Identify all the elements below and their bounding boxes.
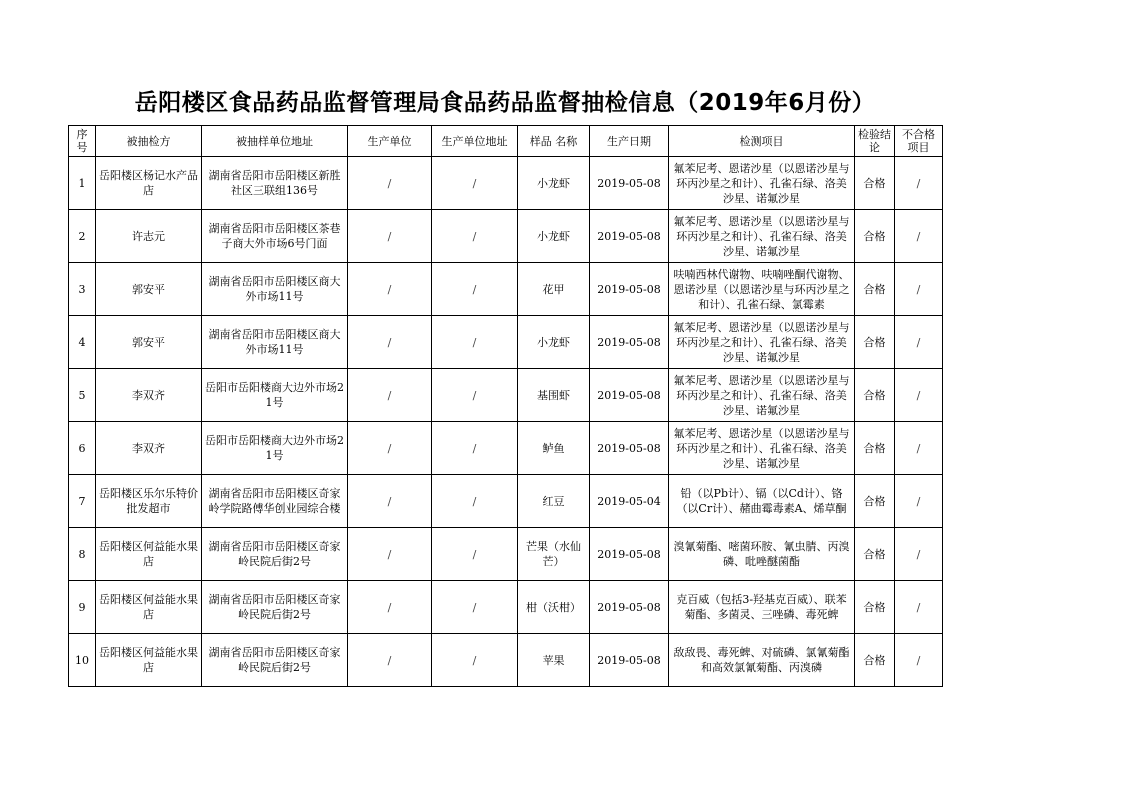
cell-items	[669, 263, 855, 316]
cell-inspected: 岳阳楼区何益能水果店	[96, 634, 202, 687]
cell-sample: 小龙虾	[518, 157, 590, 210]
table-row	[69, 157, 943, 210]
cell-date: 2019-05-08	[590, 263, 669, 316]
cell-unqualified: /	[895, 210, 943, 263]
cell-items	[669, 422, 855, 475]
cell-seq: 10	[69, 634, 96, 687]
cell-sample: 红豆	[518, 475, 590, 528]
cell-producer: /	[348, 581, 432, 634]
cell-sample: 花甲	[518, 263, 590, 316]
table-row	[69, 528, 943, 581]
header-seq: 序号	[69, 126, 96, 157]
test-items-text: 克百威（包括3-羟基克百威）、联苯菊酯、多菌灵、三唑磷、毒死蜱	[676, 593, 847, 621]
cell-unqualified: /	[895, 581, 943, 634]
test-items-text: 氟苯尼考、恩诺沙星（以恩诺沙星与环丙沙星之和计）、孔雀石绿、洛美沙星、诺氟沙星	[673, 214, 850, 258]
cell-result: 合格	[855, 157, 895, 210]
cell-producer-address: /	[432, 581, 518, 634]
cell-producer: /	[348, 263, 432, 316]
cell-inspected: 李双齐	[96, 369, 202, 422]
header-sample: 样品 名称	[518, 126, 590, 157]
header-date: 生产日期	[590, 126, 669, 157]
page-title: 岳阳楼区食品药品监督管理局食品药品监督抽检信息（2019年6月份）	[134, 90, 876, 116]
cell-items	[669, 634, 855, 687]
cell-address: 湖南省岳阳市岳阳楼区茶巷子商大外市场6号门面	[202, 210, 348, 263]
cell-producer-address: /	[432, 634, 518, 687]
table-row	[69, 634, 943, 687]
cell-producer: /	[348, 528, 432, 581]
cell-result: 合格	[855, 422, 895, 475]
cell-items	[669, 369, 855, 422]
cell-inspected: 岳阳楼区何益能水果店	[96, 528, 202, 581]
cell-seq: 9	[69, 581, 96, 634]
cell-items	[669, 581, 855, 634]
cell-unqualified: /	[895, 634, 943, 687]
cell-inspected: 岳阳楼区乐尔乐特价批发超市	[96, 475, 202, 528]
cell-inspected: 岳阳楼区杨记水产品店	[96, 157, 202, 210]
cell-unqualified: /	[895, 369, 943, 422]
cell-unqualified: /	[895, 263, 943, 316]
cell-date: 2019-05-08	[590, 422, 669, 475]
cell-inspected: 郭安平	[96, 316, 202, 369]
cell-producer: /	[348, 475, 432, 528]
cell-date: 2019-05-08	[590, 369, 669, 422]
cell-address: 岳阳市岳阳楼商大边外市场21号	[202, 422, 348, 475]
header-unqualified: 不合格项目	[895, 126, 943, 157]
cell-seq: 6	[69, 422, 96, 475]
cell-producer-address: /	[432, 210, 518, 263]
cell-inspected: 许志元	[96, 210, 202, 263]
table-row	[69, 581, 943, 634]
cell-seq: 4	[69, 316, 96, 369]
cell-producer-address: /	[432, 422, 518, 475]
cell-seq: 3	[69, 263, 96, 316]
cell-address: 湖南省岳阳市岳阳楼区奇家岭学院路傅华创业园综合楼	[202, 475, 348, 528]
test-items-text: 呋喃西林代谢物、呋喃唑酮代谢物、恩诺沙星（以恩诺沙星与环丙沙星之和计）、孔雀石绿、氯霉素	[673, 267, 850, 311]
cell-seq: 7	[69, 475, 96, 528]
header-inspected: 被抽检方	[96, 126, 202, 157]
cell-producer: /	[348, 316, 432, 369]
cell-seq: 1	[69, 157, 96, 210]
cell-result: 合格	[855, 528, 895, 581]
test-items-text: 氟苯尼考、恩诺沙星（以恩诺沙星与环丙沙星之和计）、孔雀石绿、洛美沙星、诺氟沙星	[673, 373, 850, 417]
cell-address: 湖南省岳阳市岳阳楼区奇家岭民院后街2号	[202, 581, 348, 634]
cell-producer-address: /	[432, 157, 518, 210]
test-items-text: 氟苯尼考、恩诺沙星（以恩诺沙星与环丙沙星之和计）、孔雀石绿、洛美沙星、诺氟沙星	[673, 320, 850, 364]
table-row	[69, 316, 943, 369]
table-row	[69, 369, 943, 422]
cell-date: 2019-05-08	[590, 316, 669, 369]
cell-date: 2019-05-08	[590, 210, 669, 263]
cell-address: 湖南省岳阳市岳阳楼区奇家岭民院后街2号	[202, 528, 348, 581]
cell-result: 合格	[855, 316, 895, 369]
cell-producer: /	[348, 210, 432, 263]
cell-items	[669, 316, 855, 369]
header-result: 检验结论	[855, 126, 895, 157]
cell-date: 2019-05-04	[590, 475, 669, 528]
cell-items	[669, 157, 855, 210]
table-header-row	[69, 126, 943, 157]
cell-result: 合格	[855, 369, 895, 422]
cell-sample: 小龙虾	[518, 316, 590, 369]
cell-result: 合格	[855, 634, 895, 687]
cell-inspected: 郭安平	[96, 263, 202, 316]
cell-unqualified: /	[895, 528, 943, 581]
cell-producer-address: /	[432, 369, 518, 422]
cell-result: 合格	[855, 581, 895, 634]
test-items-text: 氟苯尼考、恩诺沙星（以恩诺沙星与环丙沙星之和计）、孔雀石绿、洛美沙星、诺氟沙星	[673, 161, 850, 205]
cell-sample: 鲈鱼	[518, 422, 590, 475]
cell-seq: 5	[69, 369, 96, 422]
cell-seq: 2	[69, 210, 96, 263]
test-items-text: 敌敌畏、毒死蜱、对硫磷、氯氰菊酯和高效氯氰菊酯、丙溴磷	[673, 646, 850, 674]
cell-result: 合格	[855, 263, 895, 316]
cell-address: 湖南省岳阳市岳阳楼区奇家岭民院后街2号	[202, 634, 348, 687]
cell-address: 岳阳市岳阳楼商大边外市场21号	[202, 369, 348, 422]
cell-inspected: 李双齐	[96, 422, 202, 475]
test-items-text: 氟苯尼考、恩诺沙星（以恩诺沙星与环丙沙星之和计）、孔雀石绿、洛美沙星、诺氟沙星	[673, 426, 850, 470]
cell-producer-address: /	[432, 475, 518, 528]
cell-address: 湖南省岳阳市岳阳楼区商大外市场11号	[202, 316, 348, 369]
cell-inspected: 岳阳楼区何益能水果店	[96, 581, 202, 634]
test-items-text: 铅（以Pb计）、镉（以Cd计）、铬（以Cr计）、赭曲霉毒素A、烯草酮	[676, 487, 847, 515]
table-row	[69, 263, 943, 316]
inspection-table	[68, 125, 943, 687]
table-row	[69, 475, 943, 528]
cell-producer: /	[348, 422, 432, 475]
header-items: 检测项目	[669, 126, 855, 157]
table-row	[69, 210, 943, 263]
cell-result: 合格	[855, 210, 895, 263]
cell-date: 2019-05-08	[590, 634, 669, 687]
cell-producer-address: /	[432, 263, 518, 316]
cell-items	[669, 210, 855, 263]
cell-sample: 苹果	[518, 634, 590, 687]
cell-seq: 8	[69, 528, 96, 581]
cell-date: 2019-05-08	[590, 528, 669, 581]
cell-address: 湖南省岳阳市岳阳楼区商大外市场11号	[202, 263, 348, 316]
table-row	[69, 422, 943, 475]
header-producer-address: 生产单位地址	[432, 126, 518, 157]
cell-sample: 小龙虾	[518, 210, 590, 263]
cell-address: 湖南省岳阳市岳阳楼区新胜社区三联组136号	[202, 157, 348, 210]
header-producer: 生产单位	[348, 126, 432, 157]
cell-producer: /	[348, 634, 432, 687]
cell-unqualified: /	[895, 157, 943, 210]
cell-items	[669, 475, 855, 528]
cell-producer-address: /	[432, 528, 518, 581]
test-items-text: 溴氰菊酯、嘧菌环胺、氰虫腈、丙溴磷、吡唑醚菌酯	[673, 540, 850, 568]
cell-sample: 柑（沃柑）	[518, 581, 590, 634]
cell-unqualified: /	[895, 316, 943, 369]
cell-date: 2019-05-08	[590, 581, 669, 634]
cell-result: 合格	[855, 475, 895, 528]
cell-producer-address: /	[432, 316, 518, 369]
cell-producer: /	[348, 369, 432, 422]
header-address: 被抽样单位地址	[202, 126, 348, 157]
cell-unqualified: /	[895, 422, 943, 475]
cell-producer: /	[348, 157, 432, 210]
cell-date: 2019-05-08	[590, 157, 669, 210]
cell-items	[669, 528, 855, 581]
cell-sample: 基围虾	[518, 369, 590, 422]
cell-unqualified: /	[895, 475, 943, 528]
cell-sample: 芒果（水仙芒）	[518, 528, 590, 581]
